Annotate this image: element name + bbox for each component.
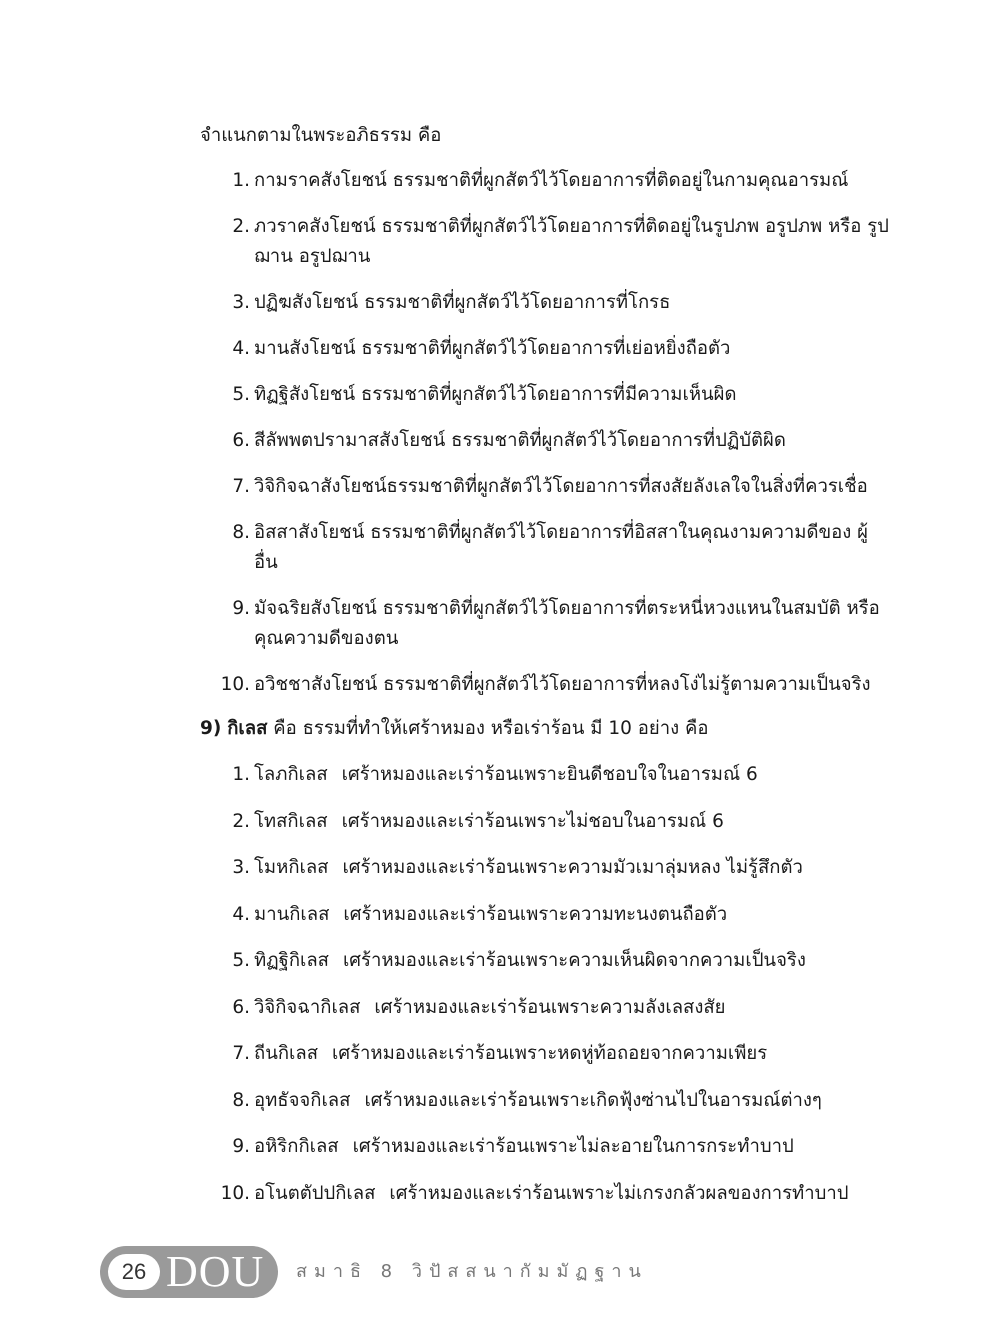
item-number: 4. xyxy=(232,903,250,925)
item-term: โลภกิเลส xyxy=(254,764,328,785)
item-term: วิจิกิจฉากิเลส xyxy=(254,996,361,1018)
list-item xyxy=(200,670,890,700)
kilesa-list xyxy=(200,760,890,1209)
item-term: มานกิเลส xyxy=(254,903,330,925)
list-item xyxy=(200,1179,890,1209)
item-number: 10. xyxy=(220,674,250,695)
list-item xyxy=(200,594,890,654)
page-content xyxy=(200,122,890,1225)
section-heading xyxy=(200,714,890,744)
item-number: 4. xyxy=(232,338,250,359)
item-number: 7. xyxy=(232,1043,250,1064)
list-item xyxy=(200,166,890,196)
list-item xyxy=(200,946,890,976)
item-term: ถีนกิเลส xyxy=(254,1043,319,1064)
item-description: เศร้าหมองและเร่าร้อนเพราะความทะนงตนถือตัว xyxy=(343,903,728,925)
item-text: วิจิกิจฉาสังโยชน์ธรรมชาติที่ผูกสัตว์ไว้โดยอาการที่สงสัยลังเลใจในสิ่งที่ควรเชื่อ xyxy=(254,476,868,497)
item-number: 8. xyxy=(232,522,250,543)
intro-text: จำแนกตามในพระอภิธรรม คือ xyxy=(200,125,442,146)
item-term: อโนตตัปปกิเลส xyxy=(254,1182,376,1204)
dou-logo: DOU xyxy=(166,1247,265,1296)
item-text: มานสังโยชน์ ธรรมชาติที่ผูกสัตว์ไว้โดยอาการที่เย่อหยิ่งถือตัว xyxy=(254,338,731,359)
item-description: เศร้าหมองและเร่าร้อนเพราะความเห็นผิดจากความเป็นจริง xyxy=(342,950,806,971)
list-item xyxy=(200,380,890,410)
item-number: 5. xyxy=(232,950,250,971)
list-item xyxy=(200,426,890,456)
item-number: 5. xyxy=(232,384,250,405)
item-number: 2. xyxy=(232,810,250,832)
samyojana-list xyxy=(200,166,890,700)
item-text: ปฏิฆสังโยชน์ ธรรมชาติที่ผูกสัตว์ไว้โดยอาการที่โกรธ xyxy=(254,292,671,313)
list-item xyxy=(200,518,890,578)
page-number: 26 xyxy=(108,1254,160,1290)
item-description: เศร้าหมองและเร่าร้อนเพราะไม่ละอายในการกระทำบาป xyxy=(352,1136,794,1157)
section-number: 9) xyxy=(200,718,222,739)
item-text: ภวราคสังโยชน์ ธรรมชาติที่ผูกสัตว์ไว้โดยอาการที่ติดอยู่ในรูปภพ อรูปภพ หรือ รูปฌาน อรูปฌาน xyxy=(254,216,889,267)
list-item xyxy=(200,1086,890,1116)
item-description: เศร้าหมองและเร่าร้อนเพราะหดหู่ท้อถอยจากความเพียร xyxy=(332,1043,768,1064)
list-item xyxy=(200,853,890,883)
item-text: อวิชชาสังโยชน์ ธรรมชาติที่ผูกสัตว์ไว้โดยอาการที่หลงโง่ไม่รู้ตามความเป็นจริง xyxy=(254,674,871,695)
item-text: สีลัพพตปรามาสสังโยชน์ ธรรมชาติที่ผูกสัตว์ไว้โดยอาการที่ปฏิบัติผิด xyxy=(254,430,786,451)
item-text: มัจฉริยสังโยชน์ ธรรมชาติที่ผูกสัตว์ไว้โดยอาการที่ตระหนี่หวงแหนในสมบัติ หรือคุณความดีของตน xyxy=(254,598,880,649)
item-term: อุทธัจจกิเลส xyxy=(254,1089,351,1111)
item-description: เศร้าหมองและเร่าร้อนเพราะยินดีชอบใจในอารมณ์ 6 xyxy=(341,764,758,785)
section-text: คือ ธรรมที่ทำให้เศร้าหมอง หรือเร่าร้อน มี 10 อย่าง คือ xyxy=(273,718,709,739)
book-title: สมาธิ 8 วิปัสสนากัมมัฏฐาน xyxy=(296,1261,648,1282)
item-number: 10. xyxy=(220,1182,250,1204)
item-number: 6. xyxy=(232,430,250,451)
list-item xyxy=(200,1132,890,1162)
list-item xyxy=(200,807,890,837)
item-description: เศร้าหมองและเร่าร้อนเพราะความมัวเมาลุ่มหลง ไม่รู้สึกตัว xyxy=(342,857,803,878)
list-item xyxy=(200,212,890,272)
list-item xyxy=(200,900,890,930)
item-term: ทิฏฐิกิเลส xyxy=(254,950,329,971)
item-number: 1. xyxy=(232,170,250,191)
item-number: 2. xyxy=(232,216,250,237)
item-number: 6. xyxy=(232,996,250,1018)
footer-badge xyxy=(100,1246,278,1298)
item-number: 3. xyxy=(232,857,250,878)
item-number: 7. xyxy=(232,476,250,497)
item-text: กามราคสังโยชน์ ธรรมชาติที่ผูกสัตว์ไว้โดยอาการที่ติดอยู่ในกามคุณอารมณ์ xyxy=(254,170,849,191)
item-description: เศร้าหมองและเร่าร้อนเพราะไม่เกรงกลัวผลของการทำบาป xyxy=(389,1182,849,1204)
item-term: อหิริกกิเลส xyxy=(254,1136,339,1157)
item-number: 1. xyxy=(232,764,250,785)
page-footer xyxy=(100,1246,660,1298)
item-text: ทิฏฐิสังโยชน์ ธรรมชาติที่ผูกสัตว์ไว้โดยอาการที่มีความเห็นผิด xyxy=(254,384,737,405)
list-item xyxy=(200,472,890,502)
item-description: เศร้าหมองและเร่าร้อนเพราะเกิดฟุ้งซ่านไปในอารมณ์ต่างๆ xyxy=(364,1089,822,1111)
item-number: 8. xyxy=(232,1089,250,1111)
list-item xyxy=(200,288,890,318)
item-description: เศร้าหมองและเร่าร้อนเพราะความลังเลสงสัย xyxy=(374,996,726,1018)
list-item xyxy=(200,334,890,364)
item-description: เศร้าหมองและเร่าร้อนเพราะไม่ชอบในอารมณ์ 6 xyxy=(341,810,724,832)
item-number: 9. xyxy=(232,1136,250,1157)
item-text: อิสสาสังโยชน์ ธรรมชาติที่ผูกสัตว์ไว้โดยอาการที่อิสสาในคุณงามความดีของ ผู้อื่น xyxy=(254,522,869,573)
section-title: กิเลส xyxy=(227,718,268,739)
item-number: 9. xyxy=(232,598,250,619)
list-item xyxy=(200,993,890,1023)
item-term: โทสกิเลส xyxy=(254,810,328,832)
item-term: โมหกิเลส xyxy=(254,857,329,878)
list-item xyxy=(200,760,890,790)
item-number: 3. xyxy=(232,292,250,313)
list-item xyxy=(200,1039,890,1069)
